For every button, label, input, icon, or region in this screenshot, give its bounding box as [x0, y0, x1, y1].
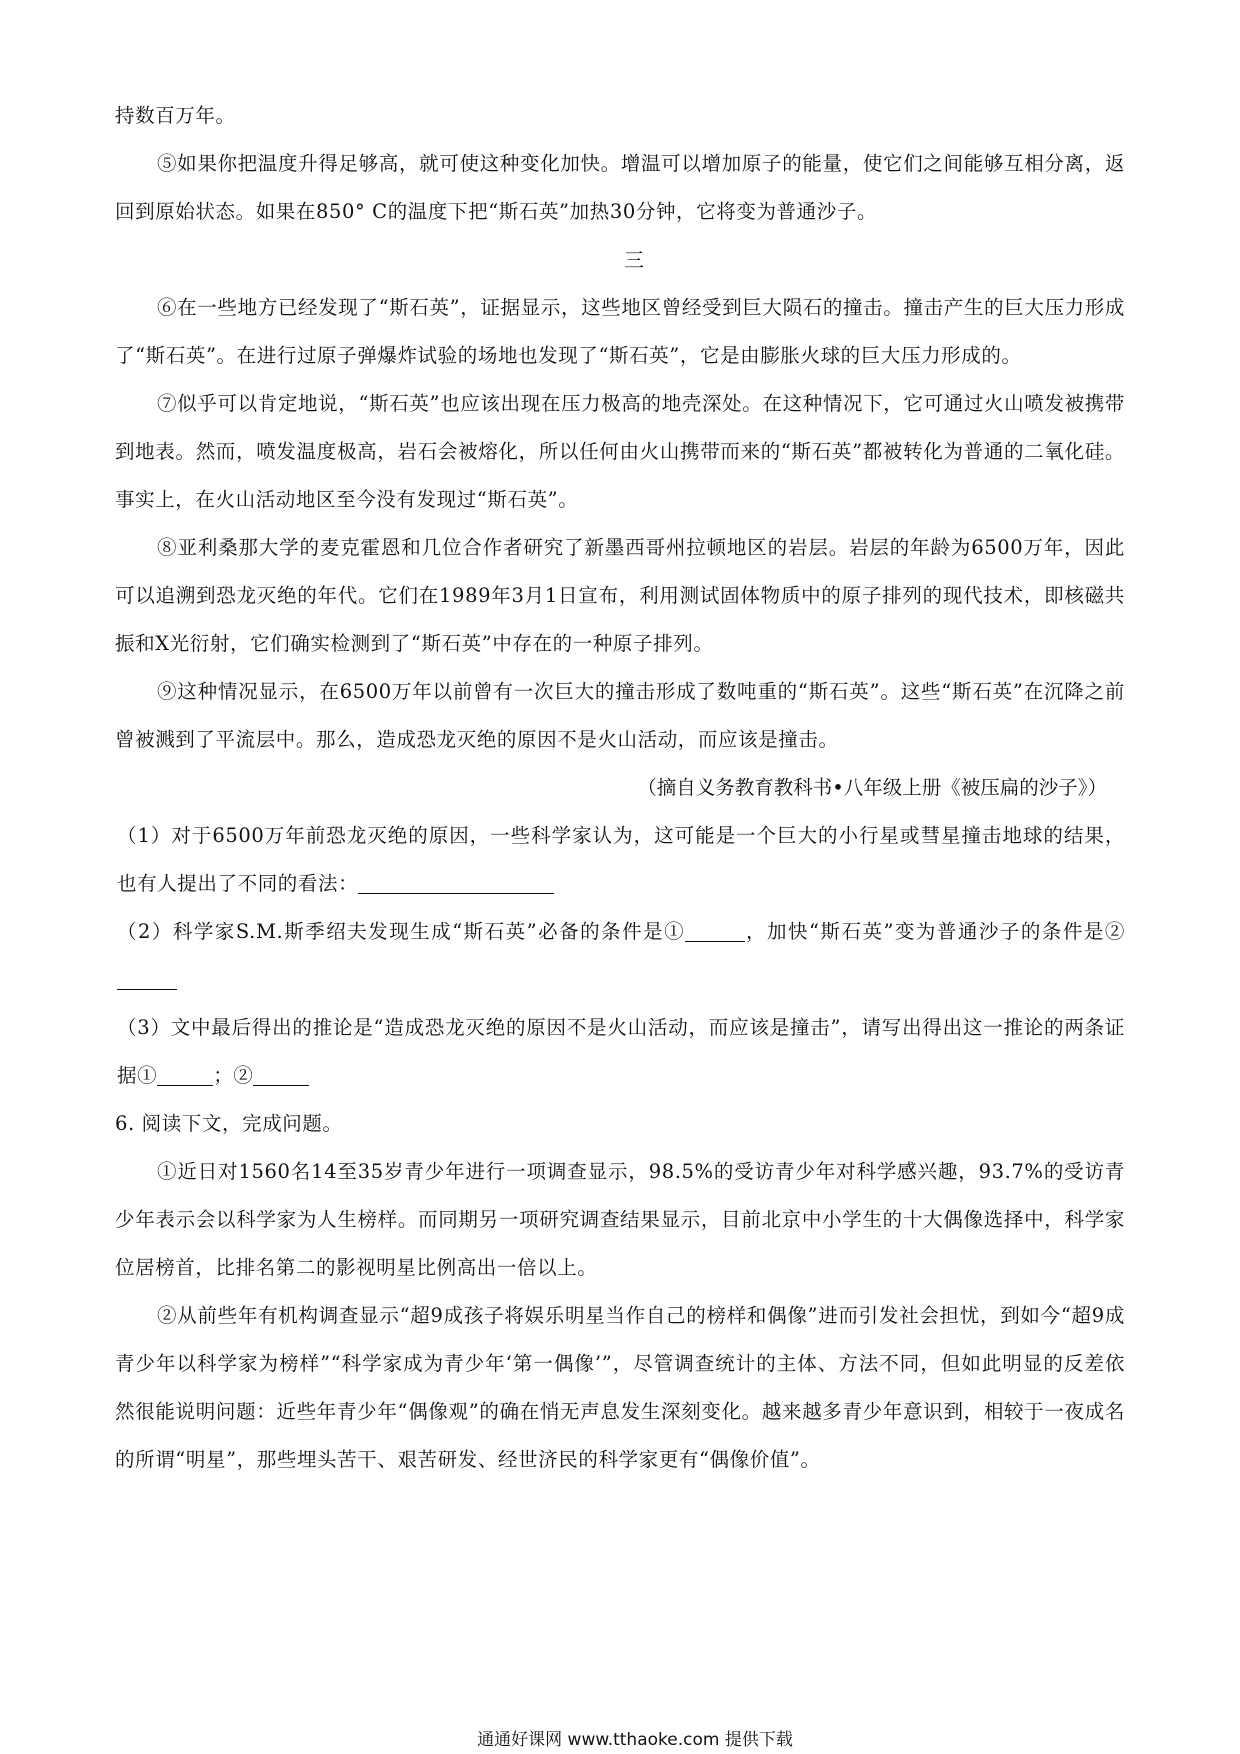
question-3-text-b: ；② — [213, 1064, 254, 1087]
paragraph-8: ⑧亚利桑那大学的麦克霍恩和几位合作者研究了新墨西哥州拉顿地区的岩层。岩层的年龄为6500万年，因此可以追溯到恐龙灭绝的年代。它们在1989年3月1日宣布，利用测试固体物质中的原子排列的现代技术，即核磁共振和X光衍射，它们确实检测到了“斯石英”中存在的一种原子排列。 — [115, 536, 1125, 655]
answer-blank-3a[interactable] — [157, 1065, 213, 1086]
section-heading-3: 三 — [624, 248, 644, 272]
paragraph-6: ⑥在一些地方已经发现了“斯石英”，证据显示，这些地区曾经受到巨大陨石的撞击。撞击产生的巨大压力形成了“斯石英”。在进行过原子弹爆炸试验的场地也发现了“斯石英”，它是由膨胀火球的巨大压力形成的。 — [115, 296, 1125, 367]
source-citation: （摘自义务教育教科书•八年级上册《被压扁的沙子》） — [637, 776, 1107, 799]
question-6-paragraph-1: ①近日对1560名14至35岁青少年进行一项调查显示，98.5%的受访青少年对科学感兴趣，93.7%的受访青少年表示会以科学家为人生榜样。而同期另一项研究调查结果显示，目前北京中小学生的十大偶像选择中，科学家位居榜首，比排名第二的影视明星比例高出一倍以上。 — [115, 1160, 1125, 1279]
question-3-text-a: （3）文中最后得出的推论是“造成恐龙灭绝的原因不是火山活动，而应该是撞击”，请写出得出这一推论的两条证据① — [117, 1016, 1125, 1087]
question-2 — [117, 908, 1125, 1004]
answer-blank-2a[interactable] — [685, 921, 745, 942]
answer-blank-1[interactable] — [358, 873, 554, 894]
question-6-paragraph-2: ②从前些年有机构调查显示“超9成孩子将娱乐明星当作自己的榜样和偶像”进而引发社会担忧，到如今“超9成青少年以科学家为榜样”“科学家成为青少年‘第一偶像’”，尽管调查统计的主体、方法不同，但如此明显的反差依然很能说明问题：近些年青少年“偶像观”的确在悄无声息发生深刻变化。越来越多青少年意识到，相较于一夜成名的所谓“明星”，那些埋头苦干、艰苦研发、经世济民的科学家更有“偶像价值”。 — [115, 1304, 1125, 1471]
answer-blank-3b[interactable] — [253, 1065, 309, 1086]
paragraph-7: ⑦似乎可以肯定地说，“斯石英”也应该出现在压力极高的地壳深处。在这种情况下，它可通过火山喷发被携带到地表。然而，喷发温度极高，岩石会被熔化，所以任何由火山携带而来的“斯石英”都被转化为普通的二氧化硅。事实上，在火山活动地区至今没有发现过“斯石英”。 — [115, 392, 1125, 511]
question-1-text: （1）对于6500万年前恐龙灭绝的原因，一些科学家认为，这可能是一个巨大的小行星或彗星撞击地球的结果，也有人提出了不同的看法： — [117, 824, 1125, 895]
question-3 — [117, 1004, 1125, 1100]
paragraph-continuation: 持数百万年。 — [115, 104, 236, 127]
question-2-text-a: （2）科学家S.M.斯季绍夫发现生成“斯石英”必备的条件是① — [117, 920, 686, 943]
question-1 — [117, 812, 1125, 908]
question-6-heading: 6. 阅读下文，完成问题。 — [115, 1112, 343, 1135]
document-body — [115, 92, 1125, 1484]
paragraph-9: ⑨这种情况显示，在6500万年以前曾有一次巨大的撞击形成了数吨重的“斯石英”。这些“斯石英”在沉降之前曾被溅到了平流层中。那么，造成恐龙灭绝的原因不是火山活动，而应该是撞击。 — [115, 680, 1125, 751]
paragraph-5: ⑤如果你把温度升得足够高，就可使这种变化加快。增温可以增加原子的能量，使它们之间能够互相分离，返回到原始状态。如果在850° C的温度下把“斯石英”加热30分钟，它将变为普通沙子。 — [115, 152, 1125, 223]
footer-watermark: 通通好课网 www.tthaoke.com 提供下载 — [477, 1730, 793, 1750]
question-2-text-b: ，加快“斯石英”变为普通沙子的条件是② — [745, 920, 1125, 943]
answer-blank-2b[interactable] — [117, 969, 177, 990]
